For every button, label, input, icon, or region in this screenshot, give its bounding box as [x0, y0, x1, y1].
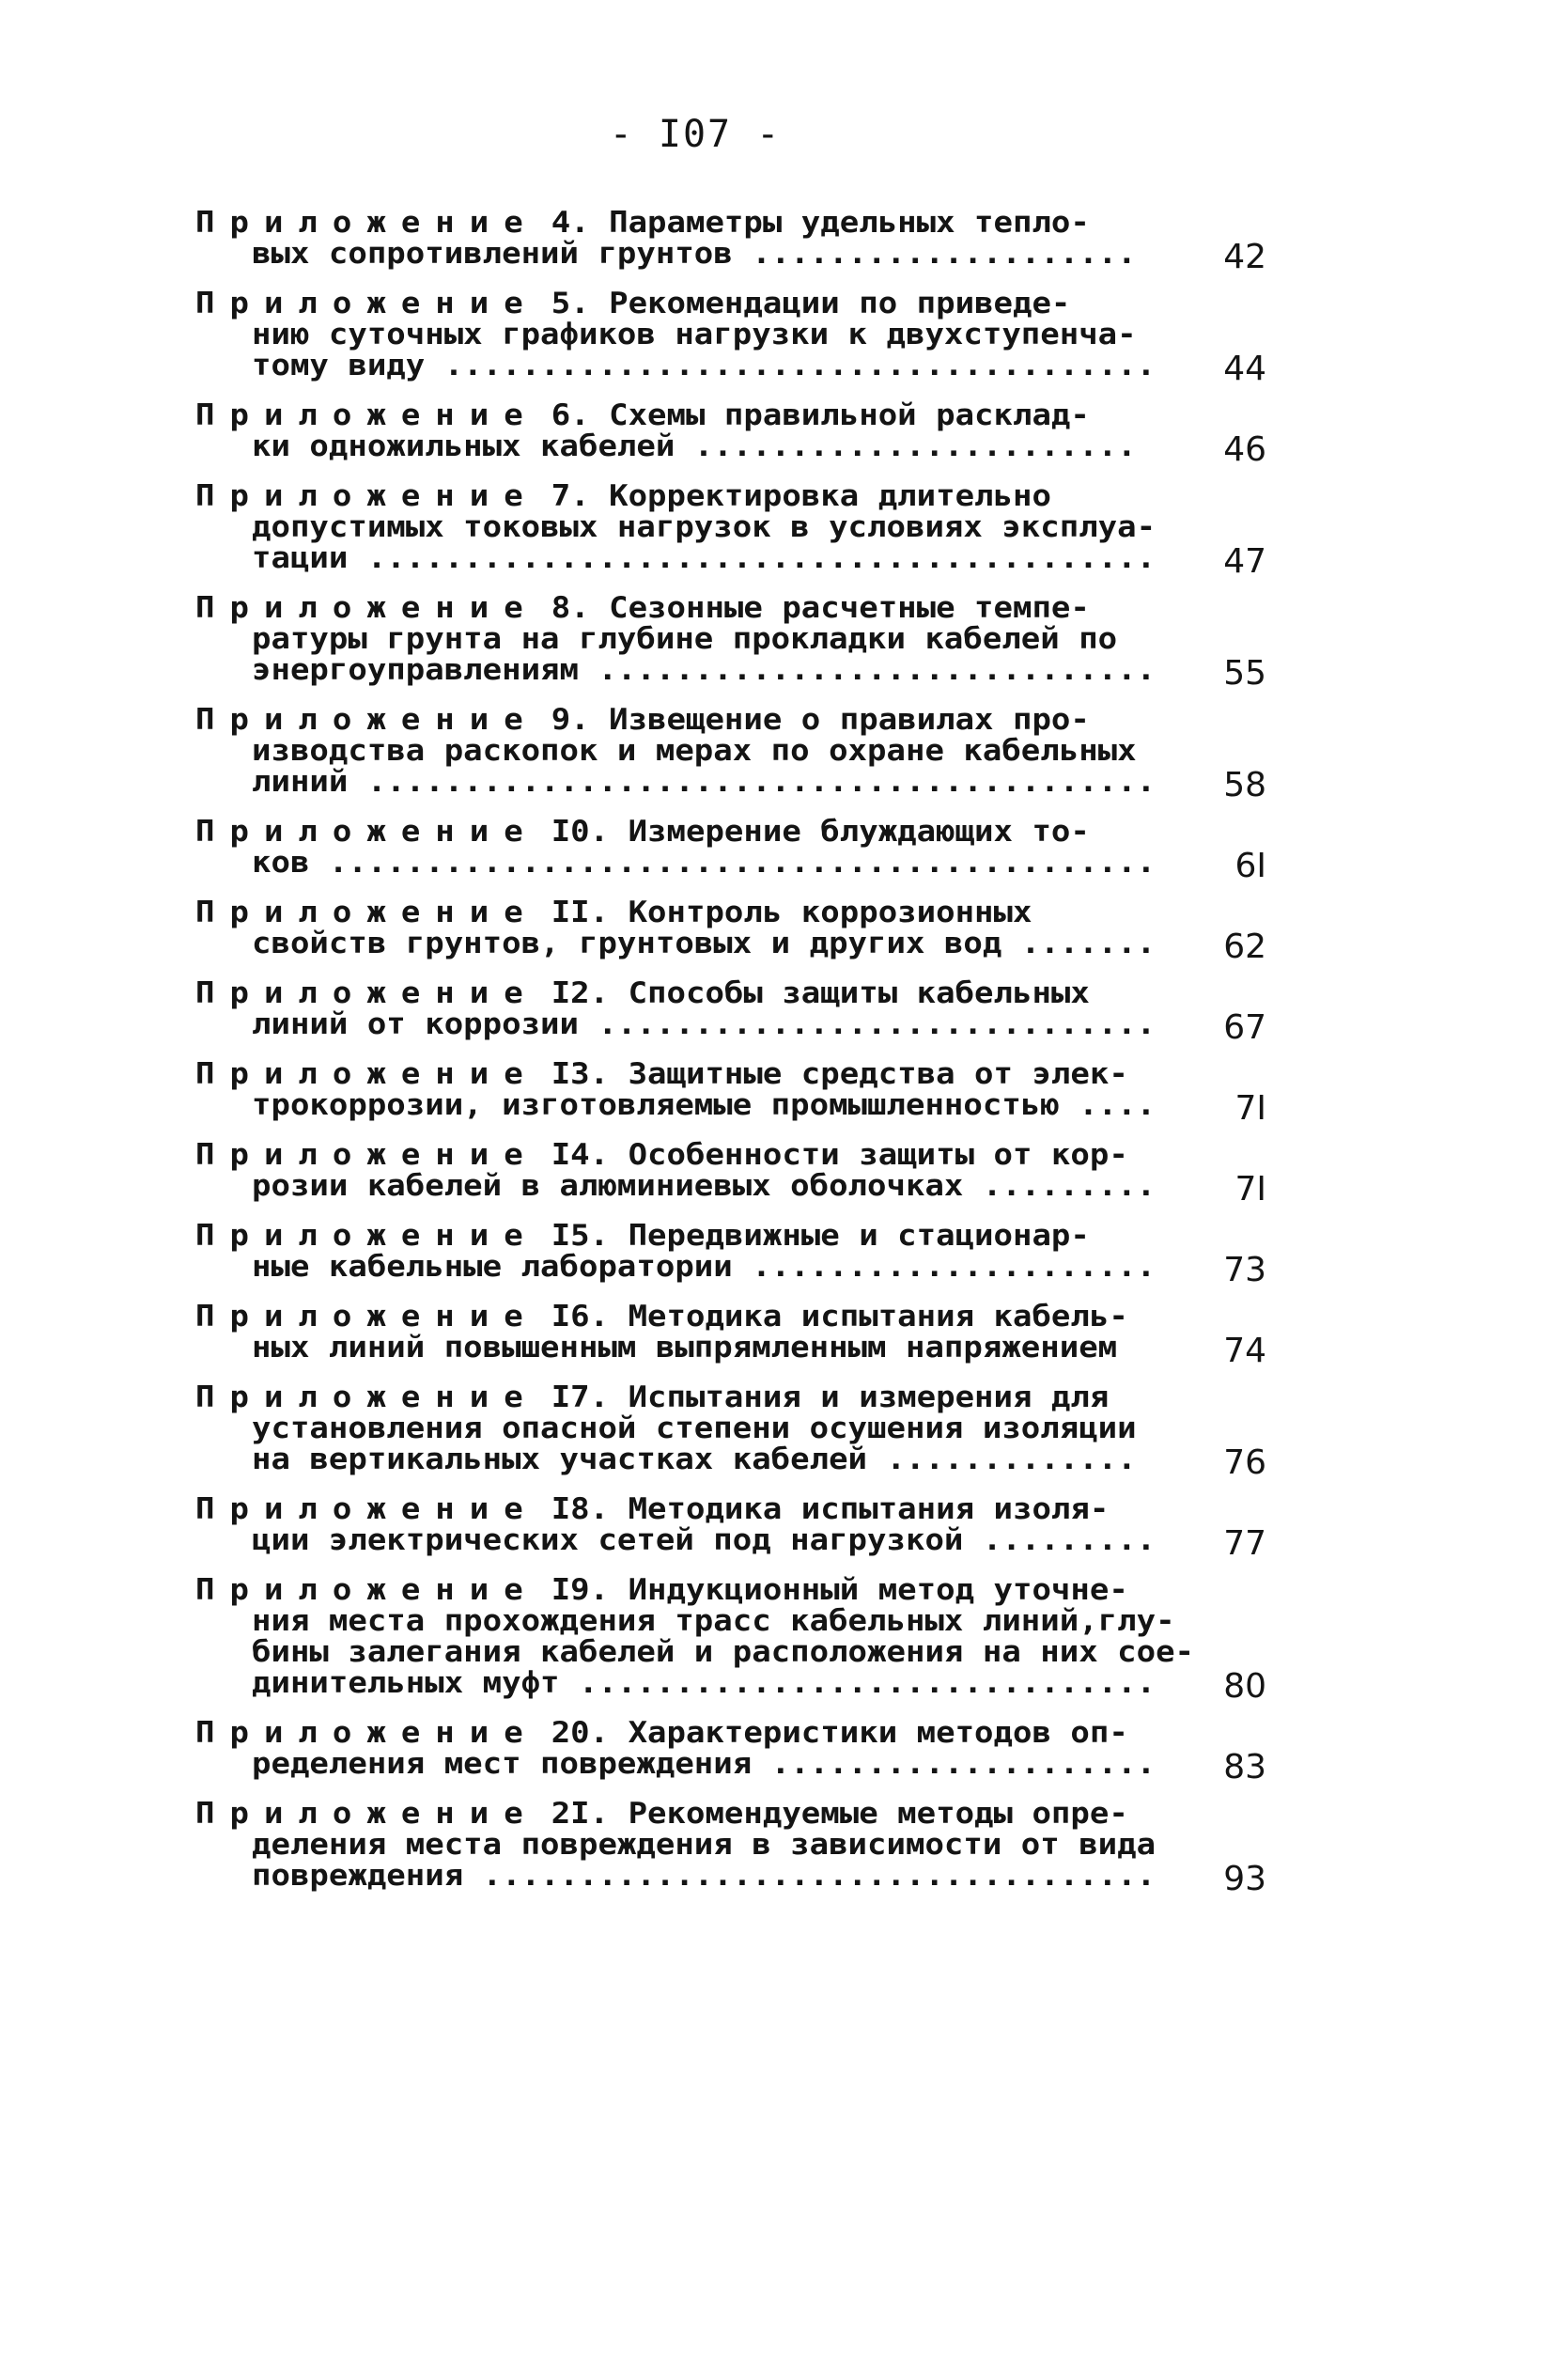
toc-entry — [195, 814, 1266, 885]
toc-entry — [195, 1796, 1266, 1898]
toc-entry-title — [195, 1491, 1154, 1527]
toc-entry-continuation: изводства раскопок и мерах по охране кабельных — [252, 733, 1137, 769]
toc-entry-label: Приложение — [195, 895, 538, 930]
toc-entry-label: Приложение — [195, 1056, 538, 1092]
toc-entry-continuation: на вертикальных участках кабелей ............. — [252, 1442, 1137, 1477]
toc-entry-continuation: ков ........................................... — [252, 845, 1157, 881]
toc-entry-text: I8. Методика испытания изоля- — [551, 1491, 1110, 1527]
toc-entry-continuation: повреждения ................................... — [252, 1858, 1157, 1894]
toc-entry-title — [195, 895, 1154, 930]
toc-entry-label: Приложение — [195, 205, 538, 241]
toc-entry-page-number: 76 — [1223, 1443, 1266, 1482]
toc-entry — [195, 1056, 1266, 1128]
toc-entry-text: I0. Измерение блуждающих то- — [551, 814, 1090, 850]
toc-entry-title — [195, 1572, 1154, 1608]
toc-entry-page-number: 83 — [1223, 1748, 1266, 1786]
toc-entry — [195, 975, 1266, 1047]
toc-entry-title — [195, 590, 1154, 626]
toc-entry-label: Приложение — [195, 1572, 538, 1608]
toc-entry — [195, 1491, 1266, 1563]
toc-entry-continuation: бины залегания кабелей и расположения на них сое- — [252, 1634, 1195, 1670]
toc-entry-continuation: нию суточных графиков нагрузки к двухступенча- — [252, 317, 1137, 352]
toc-entry-continuation: ные кабельные лаборатории ..................... — [252, 1249, 1157, 1285]
toc-entry-page-number: 62 — [1223, 928, 1266, 966]
toc-entry-continuation: тому виду ..................................... — [252, 348, 1157, 383]
toc-entry-page-number: 6I — [1234, 847, 1266, 885]
toc-entry-page-number: 77 — [1223, 1524, 1266, 1563]
toc-entry-page-number: 67 — [1223, 1008, 1266, 1047]
toc-entry-label: Приложение — [195, 1491, 538, 1527]
toc-entry-title — [195, 1137, 1154, 1173]
toc-entry-title — [195, 814, 1154, 850]
toc-entry-continuation: ния места прохождения трасс кабельных линий,глу- — [252, 1603, 1175, 1639]
toc-entry-continuation: тации ......................................... — [252, 540, 1157, 576]
toc-entry-title — [195, 1715, 1154, 1751]
toc-entry-label: Приложение — [195, 1299, 538, 1334]
toc-entry — [195, 702, 1266, 804]
toc-entry-continuation: линий от коррозии ............................. — [252, 1006, 1157, 1042]
toc-entry-title — [195, 1796, 1154, 1832]
toc-entry-title — [195, 1299, 1154, 1334]
toc-entry — [195, 205, 1266, 276]
toc-entry-text: I2. Способы защиты кабельных — [551, 975, 1090, 1011]
toc-entry-continuation: трокоррозии, изготовляемые промышленностью .... — [252, 1087, 1157, 1123]
toc-entry — [195, 1380, 1266, 1482]
toc-entry-text: 6. Схемы правильной расклад- — [551, 398, 1090, 433]
toc-entry-title — [195, 702, 1154, 738]
toc-entry-text: I7. Испытания и измерения для — [551, 1380, 1110, 1415]
toc-entry-page-number: 7I — [1234, 1170, 1266, 1209]
toc-entry-continuation: ки одножильных кабелей ....................... — [252, 429, 1137, 464]
toc-entry-continuation: ределения мест повреждения .................... — [252, 1746, 1157, 1782]
toc-entry — [195, 286, 1266, 388]
toc-entry-continuation: вых сопротивлений грунтов .................... — [252, 236, 1137, 272]
toc-entry-text: 4. Параметры удельных тепло- — [551, 205, 1090, 241]
toc-entry-label: Приложение — [195, 814, 538, 850]
table-of-contents — [195, 205, 1266, 1911]
toc-entry-title — [195, 1380, 1154, 1415]
toc-entry-page-number: 93 — [1223, 1860, 1266, 1898]
toc-entry-continuation: деления места повреждения в зависимости от вида — [252, 1827, 1157, 1863]
toc-entry-text: I9. Индукционный метод уточне- — [551, 1572, 1128, 1608]
toc-entry-continuation: ных линий повышенным выпрямленным напряжением — [252, 1330, 1118, 1365]
toc-entry-label: Приложение — [195, 478, 538, 514]
toc-entry-label: Приложение — [195, 1380, 538, 1415]
toc-entry-continuation: свойств грунтов, грунтовых и других вод ....... — [252, 926, 1157, 961]
toc-entry-text: II. Контроль коррозионных — [551, 895, 1032, 930]
toc-entry-page-number: 47 — [1223, 542, 1266, 581]
toc-entry-title — [195, 1056, 1154, 1092]
toc-entry-title — [195, 205, 1154, 241]
toc-entry-continuation: розии кабелей в алюминиевых оболочках ......... — [252, 1168, 1157, 1204]
toc-entry-label: Приложение — [195, 1218, 538, 1254]
toc-entry-label: Приложение — [195, 590, 538, 626]
toc-entry-text: 5. Рекомендации по приведе- — [551, 286, 1071, 321]
toc-entry-label: Приложение — [195, 398, 538, 433]
toc-entry-label: Приложение — [195, 1796, 538, 1832]
toc-entry — [195, 1572, 1266, 1706]
toc-entry — [195, 1218, 1266, 1289]
toc-entry-text: 8. Сезонные расчетные темпе- — [551, 590, 1090, 626]
toc-entry — [195, 1299, 1266, 1370]
toc-entry-label: Приложение — [195, 1137, 538, 1173]
toc-entry — [195, 1715, 1266, 1786]
toc-entry-page-number: 74 — [1223, 1332, 1266, 1370]
toc-entry-label: Приложение — [195, 975, 538, 1011]
toc-entry-continuation: энергоуправлениям ............................. — [252, 652, 1157, 688]
toc-entry-text: 20. Характеристики методов оп- — [551, 1715, 1128, 1751]
toc-entry-page-number: 58 — [1223, 766, 1266, 804]
toc-entry-text: I4. Особенности защиты от кор- — [551, 1137, 1128, 1173]
toc-entry — [195, 1137, 1266, 1209]
toc-entry-continuation: ратуры грунта на глубине прокладки кабелей по — [252, 621, 1118, 657]
toc-entry — [195, 895, 1266, 966]
toc-entry-title — [195, 478, 1154, 514]
toc-entry-text: 2I. Рекомендуемые методы опре- — [551, 1796, 1128, 1832]
toc-entry-page-number: 7I — [1234, 1089, 1266, 1128]
toc-entry-page-number: 80 — [1223, 1667, 1266, 1706]
toc-entry — [195, 398, 1266, 469]
toc-entry-page-number: 44 — [1223, 350, 1266, 388]
toc-entry-text: I6. Методика испытания кабель- — [551, 1299, 1128, 1334]
toc-entry-text: I3. Защитные средства от элек- — [551, 1056, 1128, 1092]
toc-entry-continuation: установления опасной степени осушения изоляции — [252, 1411, 1137, 1446]
toc-entry-title — [195, 286, 1154, 321]
toc-entry-title — [195, 1218, 1154, 1254]
toc-entry-label: Приложение — [195, 702, 538, 738]
toc-entry — [195, 590, 1266, 693]
toc-entry-continuation: динительных муфт .............................. — [252, 1665, 1157, 1701]
page-number: - I07 - — [609, 113, 782, 156]
toc-entry-page-number: 46 — [1223, 430, 1266, 469]
toc-entry-label: Приложение — [195, 286, 538, 321]
toc-entry-continuation: допустимых токовых нагрузок в условиях эксплуа- — [252, 509, 1157, 545]
toc-entry-text: I5. Передвижные и стационар- — [551, 1218, 1090, 1254]
toc-entry-continuation: линий ......................................... — [252, 764, 1157, 800]
toc-entry-text: 9. Извещение о правилах про- — [551, 702, 1090, 738]
toc-entry-continuation: ции электрических сетей под нагрузкой ......... — [252, 1522, 1157, 1558]
toc-entry — [195, 478, 1266, 581]
toc-entry-page-number: 55 — [1223, 654, 1266, 693]
toc-entry-title — [195, 975, 1154, 1011]
toc-entry-page-number: 73 — [1223, 1251, 1266, 1289]
toc-entry-title — [195, 398, 1154, 433]
toc-entry-label: Приложение — [195, 1715, 538, 1751]
toc-entry-text: 7. Корректировка длительно — [551, 478, 1051, 514]
toc-entry-page-number: 42 — [1223, 238, 1266, 276]
